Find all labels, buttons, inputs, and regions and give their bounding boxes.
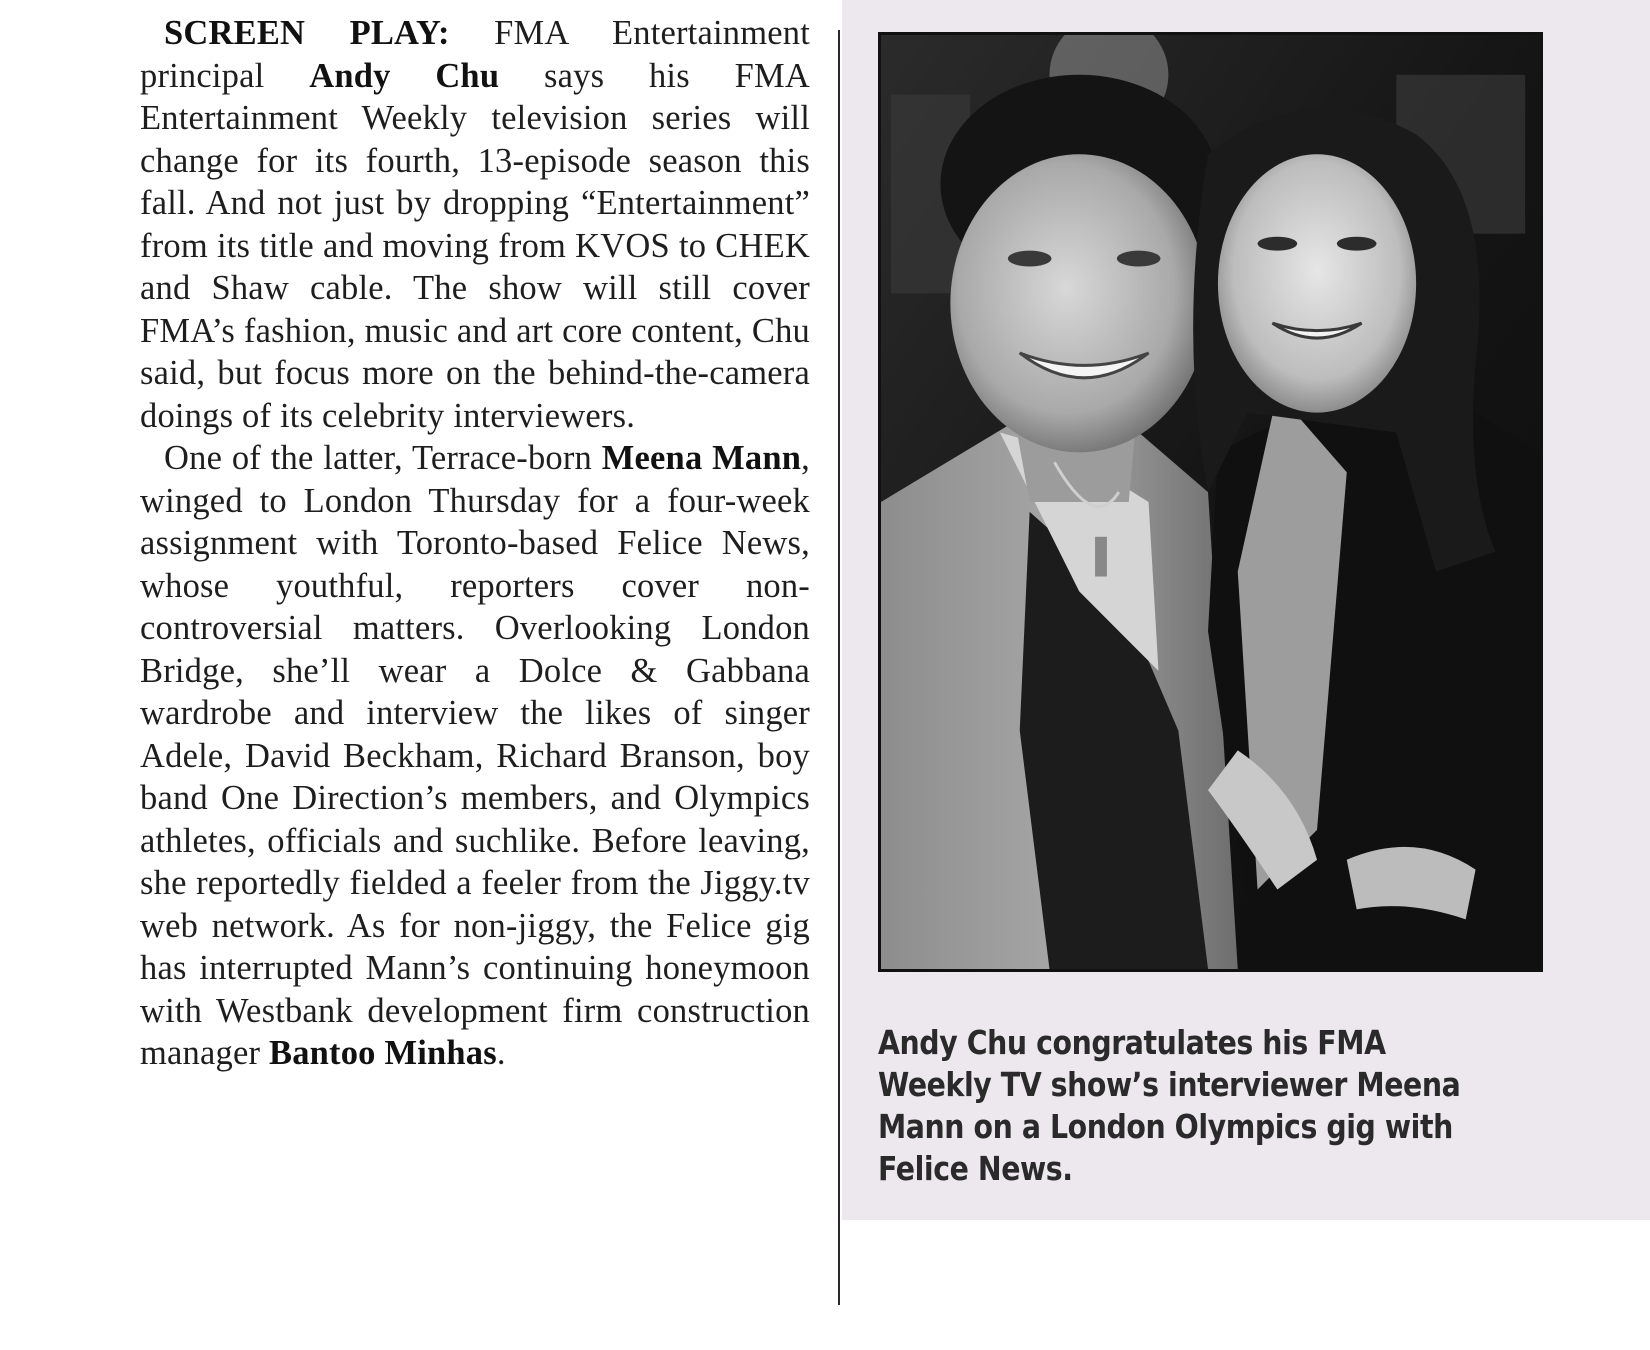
article-column (130, 0, 810, 1300)
article-paragraph-2 (140, 437, 810, 1075)
news-photo (878, 32, 1543, 972)
column-divider (838, 30, 840, 1305)
paragraph-1-text-b: says his FMA Entertainment Weekly television series will change for its fourth, 13-episode season this fall. And not just by dropping “Entertainment” from its title and moving from KVOS to CHEK and Shaw cable. The show will still cover FMA’s fashion, music and art core content, Chu said, but focus more on the behind-the-camera doings of its celebrity interviewers. (140, 56, 810, 435)
person-name-andy-chu: Andy Chu (309, 56, 500, 95)
photo-illustration (881, 35, 1540, 969)
person-name-bantoo-minhas: Bantoo Minhas (269, 1034, 497, 1072)
paragraph-2-text-c: . (496, 1034, 506, 1072)
photo-caption: Andy Chu congratulates his FMA Weekly TV show’s interviewer Meena Mann on a London Olympics gig with Felice News. (878, 1023, 1461, 1188)
article-paragraph-1 (140, 12, 810, 437)
paragraph-2-text-b: , winged to London Thursday for a four-week assignment with Toronto-based Felice News, whose youthful, reporters cover non-controversial matters. Overlooking London Bridge, she’ll wear a Dolce & Gabbana wardrobe and interview the likes of singer Adele, David Beckham, Richard Branson, boy band One Direction’s members, and Olympics athletes, officials and suchlike. Before leaving, she reportedly fielded a feeler from the Jiggy.tv web network. As for non-jiggy, the Felice gig has interrupted Mann’s continuing honeymoon with Westbank development firm construction manager (140, 439, 810, 1072)
section-lead: SCREEN PLAY: (164, 14, 450, 52)
paragraph-2-text-a: One of the latter, Terrace-born (164, 439, 602, 477)
person-name-meena-mann: Meena Mann (601, 439, 802, 477)
paragraph-1-text-a: FMA Entertainment principal (140, 14, 810, 95)
